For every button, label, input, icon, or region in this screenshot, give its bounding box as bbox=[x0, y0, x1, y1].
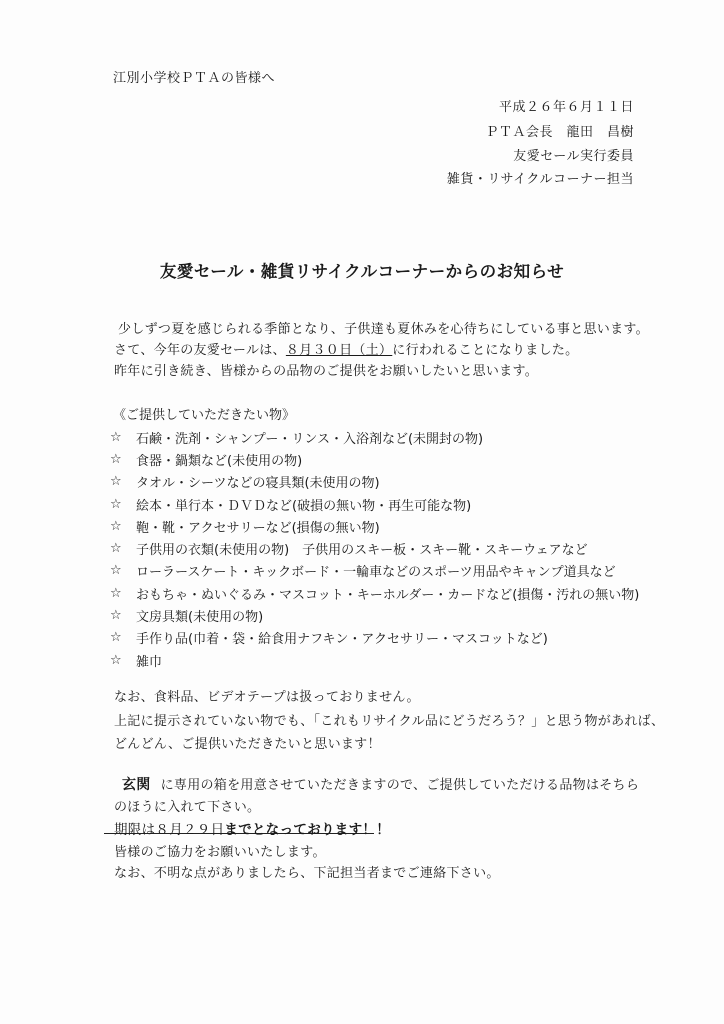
list-item-label: 文房具類(未使用の物) bbox=[136, 610, 264, 626]
list-item-label: 雑巾 bbox=[136, 654, 163, 670]
star-icon: ☆ bbox=[110, 518, 122, 534]
items-heading: 《ご提供していただきたい物》 bbox=[113, 408, 296, 423]
closing-line-2: 上記に提示されていない物でも、「これもリサイクル品にどうだろう？」と思う物があれば、 bbox=[114, 714, 665, 729]
list-item-label: 食器・鍋類など(未使用の物) bbox=[136, 453, 303, 469]
star-icon: ☆ bbox=[110, 585, 122, 601]
intro-line-2 bbox=[114, 339, 578, 358]
list-item-label: 子供用の衣類(未使用の物) 子供用のスキー板・スキー靴・スキーウェアなど bbox=[136, 543, 588, 559]
list-item-label: 絵本・単行本・ＤＶＤなど(破損の無い物・再生可能な物) bbox=[136, 498, 472, 514]
intro-line-1: 少しずつ夏を感じられる季節となり、子供達も夏休みを心待ちにしている事と思います。 bbox=[118, 322, 649, 337]
document-date: 平成２６年６月１１日 bbox=[498, 100, 634, 115]
list-item-label: 手作り品(巾着・袋・給食用ナフキン・アクセサリー・マスコットなど) bbox=[136, 632, 548, 648]
box-location: 玄関 bbox=[122, 777, 151, 793]
list-item-label: 石鹸・洗剤・シャンプー・リンス・入浴剤など(未開封の物) bbox=[136, 431, 484, 447]
star-icon: ☆ bbox=[110, 496, 122, 512]
list-item bbox=[110, 471, 639, 493]
list-item bbox=[110, 627, 639, 649]
document-title: 友愛セール・雑貨リサイクルコーナーからのお知らせ bbox=[159, 262, 565, 281]
star-icon: ☆ bbox=[110, 474, 122, 490]
list-item-label: おもちゃ・ぬいぐるみ・マスコット・キーホルダー・カードなど(損傷・汚れの無い物) bbox=[136, 587, 640, 603]
deadline-notice bbox=[114, 818, 390, 838]
addressee: 江別小学校ＰＴＡの皆様へ bbox=[113, 71, 276, 86]
final-line-2: なお、不明な点がありましたら、下記担当者までご連絡下さい。 bbox=[114, 866, 500, 881]
star-icon: ☆ bbox=[110, 630, 122, 646]
list-item bbox=[110, 582, 639, 604]
star-icon: ☆ bbox=[110, 608, 122, 624]
closing-line-3: どんどん、ご提供いただきたいと思います！ bbox=[114, 737, 381, 752]
intro-line-3: 昨年に引き続き、皆様からの品物のご提供をお願いしたいと思います。 bbox=[114, 364, 539, 379]
list-item bbox=[110, 649, 639, 671]
list-item bbox=[110, 448, 639, 470]
star-icon: ☆ bbox=[110, 451, 122, 467]
sender-president: ＰＴＡ会長 龍田 昌樹 bbox=[485, 125, 634, 140]
box-notice-text: に専用の箱を用意させていただきますので、ご提供していただける品物はそちら bbox=[160, 778, 640, 793]
list-item bbox=[110, 537, 639, 559]
list-item bbox=[110, 426, 639, 448]
final-line-1: 皆様のご協力をお願いいたします。 bbox=[114, 845, 326, 860]
list-item-label: 鞄・靴・アクセサリーなど(損傷の無い物) bbox=[136, 520, 380, 536]
list-item bbox=[110, 604, 639, 626]
star-icon: ☆ bbox=[110, 652, 122, 668]
items-list bbox=[110, 426, 639, 671]
list-item-label: ローラースケート・キックボード・一輪車などのスポーツ用品やキャンプ道具など bbox=[136, 565, 616, 581]
deadline-date: 期限は８月２９日 bbox=[114, 822, 225, 838]
intro-line-2-prefix: さて、今年の友愛セールは、 bbox=[114, 343, 286, 358]
box-notice-line-1 bbox=[114, 774, 639, 794]
deadline-emphasis: までとなっております！！ bbox=[224, 822, 391, 838]
sender-corner: 雑貨・リサイクルコーナー担当 bbox=[446, 172, 634, 187]
star-icon: ☆ bbox=[110, 563, 122, 579]
list-item bbox=[110, 560, 639, 582]
list-item bbox=[110, 515, 639, 537]
box-notice-line-2: のほうに入れて下さい。 bbox=[114, 800, 261, 815]
sender-committee: 友愛セール実行委員 bbox=[513, 149, 634, 164]
star-icon: ☆ bbox=[110, 541, 122, 557]
star-icon: ☆ bbox=[110, 429, 122, 445]
list-item bbox=[110, 493, 639, 515]
intro-line-2-suffix: に行われることになりました。 bbox=[392, 343, 579, 358]
sale-date: ８月３０日（土） bbox=[285, 343, 393, 358]
closing-line-1: なお、食料品、ビデオテープは扱っておりません。 bbox=[114, 690, 420, 705]
list-item-label: タオル・シーツなどの寝具類(未使用の物) bbox=[136, 476, 380, 492]
